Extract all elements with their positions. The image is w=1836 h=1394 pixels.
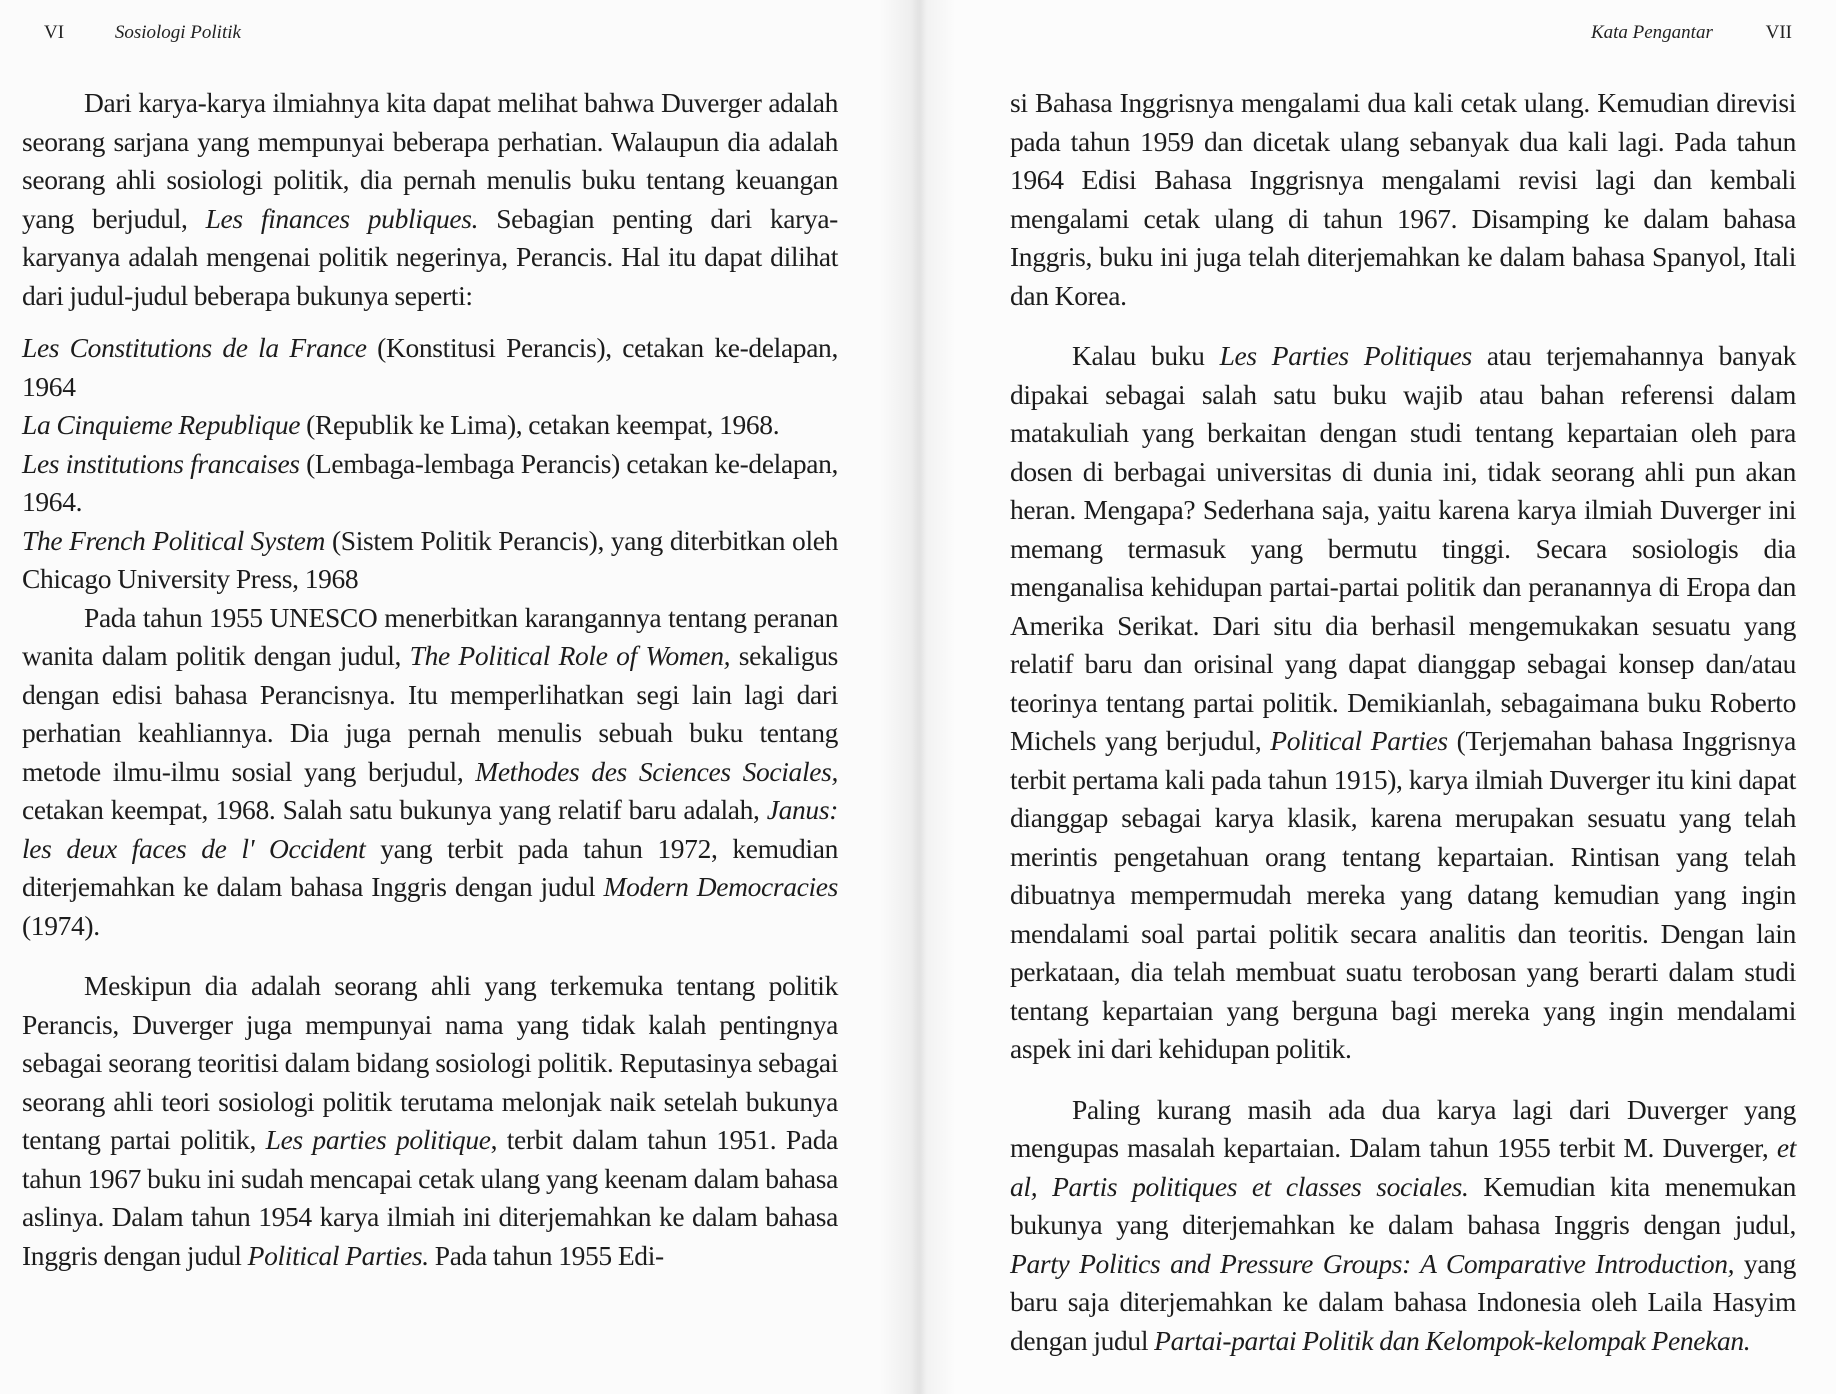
- left-paragraph-3: [22, 967, 838, 1275]
- left-body-text: [22, 84, 838, 1275]
- text-run: Paling kurang masih ada dua karya lagi dari Duverger yang mengupas masalah kepartaian. Dalam tahun 1955 terbit M. Duverger,: [1010, 1093, 1796, 1163]
- left-running-head: [44, 22, 241, 44]
- italic-title: Political Parties: [1270, 725, 1448, 756]
- text-run: (Lembaga-lembaga Perancis) cetakan ke-delapan, 1964.: [22, 447, 839, 517]
- italic-title: Les Constitutions de la France: [22, 332, 367, 363]
- italic-title: Les parties politique: [265, 1124, 491, 1155]
- text-run: Dari karya-karya ilmiahnya kita dapat melihat bahwa Duverger adalah seorang sarjana yang mempunyai beberapa perhatian. Walaupun dia adalah seorang ahli sosiologi politik, dia pernah menulis buku tentang keuangan yang berjudul,: [22, 87, 838, 234]
- text-run: Sebagian penting dari karya-karyanya adalah mengenai politik negerinya, Perancis. Hal itu dapat dilihat dari judul-judul beberapa bukunya seperti:: [22, 202, 838, 311]
- text-run: (1974).: [22, 909, 100, 941]
- book-reference: [22, 522, 838, 599]
- book-reference-list: [22, 329, 838, 599]
- italic-title: Political Parties.: [247, 1239, 429, 1271]
- text-run: Pada tahun 1955 UNESCO menerbitkan karangannya tentang peranan wanita dalam politik dengan judul,: [22, 601, 838, 671]
- italic-title: Methodes des Sciences Sociales,: [475, 755, 838, 787]
- right-paragraph-3: [1010, 1091, 1796, 1361]
- text-run: Kemudian kita menemukan bukunya yang diterjemahkan ke dalam bahasa Inggris dengan judul,: [1010, 1170, 1796, 1240]
- left-running-title: Sosiologi Politik: [114, 22, 241, 43]
- text-run: Meskipun dia adalah seorang ahli yang terkemuka tentang politik Perancis, Duverger juga mempunyai nama yang tidak kalah pentingnya sebagai seorang teoritisi dalam bidang sosiologi politik. Reputasinya sebagai seorang ahli teori sosiologi politik terutama melonjak naik setelah bukunya tentang partai politik,: [22, 970, 838, 1155]
- text-run: (Konstitusi Perancis), cetakan ke-delapan, 1964: [22, 332, 838, 402]
- italic-title: Les finances publiques.: [205, 202, 479, 234]
- text-run: (Terjemahan bahasa Inggrisnya terbit pertama kali pada tahun 1915), karya ilmiah Duverger itu kini dapat dianggap sebagai karya klasik, karena merupakan sesuatu yang telah merintis pengetahuan orang tentang kepartaian. Rintisan yang telah dibuatnya mempermudah mereka yang datang kemudian yang ingin mendalami soal partai politik secara analitis dan teoritis. Dengan lain perkataan, dia telah membuat suatu terobosan yang berarti dalam studi tentang kepartaian yang berguna bagi mereka yang ingin mendalami aspek ini dari kehidupan politik.: [1010, 725, 1796, 1064]
- text-run: yang baru saja diterjemahkan ke dalam bahasa Indonesia oleh Laila Hasyim dengan judul: [1010, 1247, 1796, 1356]
- text-run: , terbit dalam tahun 1951. Pada tahun 1967 buku ini sudah mencapai cetak ulang yang keenam dalam bahasa aslinya. Dalam tahun 1954 karya ilmiah ini diterjemahkan ke dalam bahasa Inggris dengan judul: [22, 1124, 838, 1271]
- text-run: si Bahasa Inggrisnya mengalami dua kali cetak ulang. Kemudian direvisi pada tahun 1959 dan dicetak ulang sebanyak dua kali lagi. Pada tahun 1964 Edisi Bahasa Inggrisnya mengalami revisi lagi dan kembali mengalami cetak ulang di tahun 1967. Disamping ke dalam bahasa Inggris, buku ini juga telah diterjemahkan ke dalam bahasa Spanyol, Itali dan Korea.: [1010, 87, 1796, 311]
- italic-title: Les institutions francaises: [22, 447, 300, 479]
- text-run: sekaligus dengan edisi bahasa Perancisnya. Itu memperlihatkan segi lain lagi dari perhatian keahliannya. Dia juga pernah menulis sebuah buku tentang metode ilmu-ilmu sosial yang berjudul,: [22, 640, 838, 787]
- text-run: Pada tahun 1955 Edi-: [428, 1239, 664, 1271]
- book-reference: [22, 329, 838, 406]
- italic-title: The Political Role of Women,: [409, 640, 731, 671]
- italic-title: Janus: les deux faces de l' Occident: [22, 794, 838, 864]
- italic-title: Party Politics and Pressure Groups: A Comparative Introduction,: [1010, 1247, 1735, 1279]
- text-run: Kalau buku: [1072, 340, 1220, 371]
- italic-title: The French Political System: [22, 524, 326, 556]
- italic-title: Les Parties Politiques: [1219, 340, 1472, 371]
- italic-title: La Cinquieme Republique: [22, 409, 301, 440]
- text-run: cetakan keempat, 1968. Salah satu bukunya yang relatif baru adalah,: [22, 794, 767, 825]
- text-run: (Sistem Politik Perancis), yang diterbitkan oleh Chicago University Press, 1968: [22, 524, 838, 594]
- italic-title: Partai-partai Politik dan Kelompok-kelompak Penekan.: [1154, 1324, 1751, 1356]
- right-paragraph-2: [1010, 337, 1796, 1069]
- text-run: atau terjemahannya banyak dipakai sebagai salah satu buku wajib atau bahan referensi dalam matakuliah yang berkaitan dengan studi tentang kepartaian oleh para dosen di berbagai universitas di dunia ini, tidak seorang ahli pun akan heran. Mengapa? Sederhana saja, yaitu karena karya ilmiah Duverger ini memang termasuk yang bermutu tinggi. Secara sosiologis dia menganalisa kehidupan partai-partai politik dan peranannya di Eropa dan Amerika Serikat. Dari situ dia berhasil mengemukakan sesuatu yang relatif baru dan orisinal yang dapat dianggap sebagai konsep dan/atau teorinya tentang partai politik. Demikianlah, sebagaimana buku Roberto Michels yang berjudul,: [1010, 340, 1796, 756]
- right-running-head: [1591, 22, 1792, 44]
- right-running-title: Kata Pengantar: [1590, 22, 1713, 43]
- left-paragraph-1: [22, 84, 838, 315]
- text-run: yang terbit pada tahun 1972, kemudian diterjemahkan ke dalam bahasa Inggris dengan judul: [22, 832, 838, 902]
- right-page-number: VII: [1765, 22, 1792, 43]
- book-reference: [22, 406, 838, 445]
- italic-title: Modern Democracies: [603, 871, 838, 902]
- left-paragraph-2: [22, 599, 838, 946]
- book-reference: [22, 445, 838, 522]
- right-paragraph-1: [1010, 84, 1796, 315]
- italic-title: et al, Partis politiques et classes sociales.: [1010, 1132, 1796, 1202]
- right-body-text: [1010, 84, 1796, 1360]
- text-run: (Republik ke Lima), cetakan keempat, 1968.: [300, 409, 780, 440]
- left-page-number: VI: [44, 22, 65, 43]
